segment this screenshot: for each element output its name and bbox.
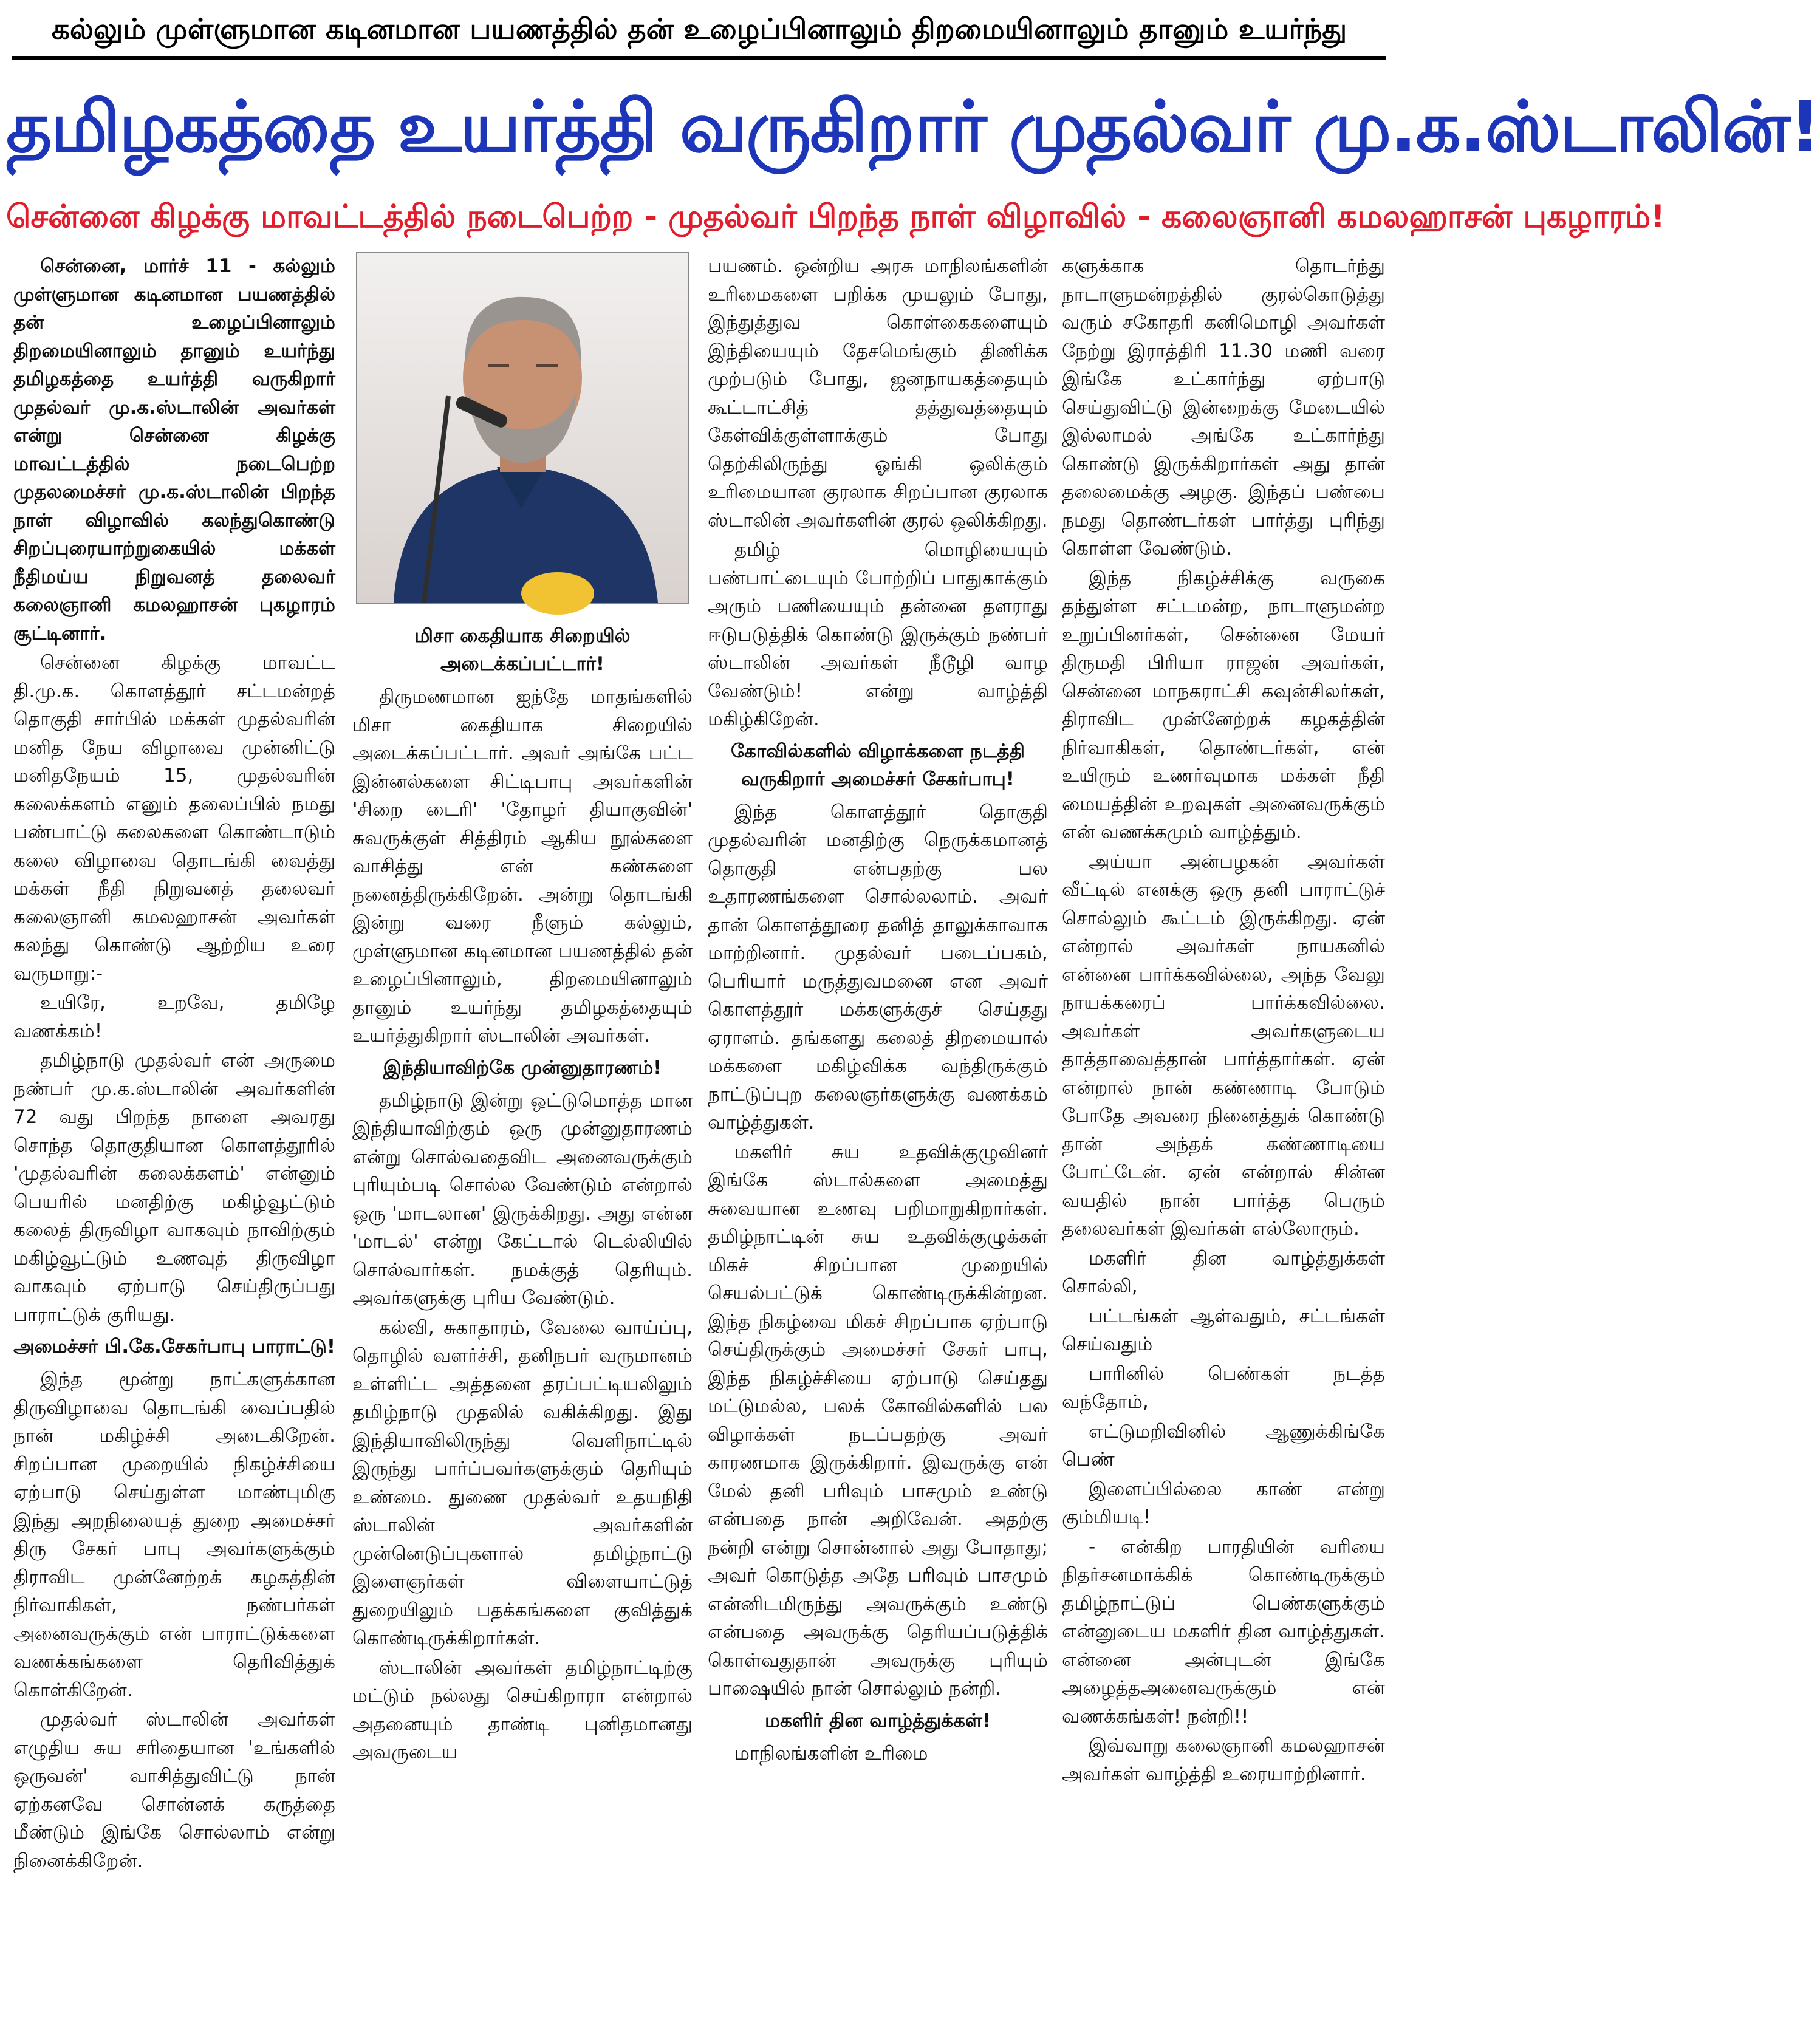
column-2 [352, 252, 693, 2035]
paragraph: தமிழ் மொழியையும் பண்பாட்டையும் போற்றிப் பாதுகாக்கும் அரும் பணியையும் தன்னை தளராது ஈடுபடுத்திக் கொண்டு இருக்கும் நண்பர் ஸ்டாலின் அவர்கள் நீடூழி வாழ வேண்டும்! என்று வாழ்த்தி மகிழ்கிறேன். [708, 539, 1048, 730]
paragraph: திருமணமான ஐந்தே மாதங்களில் மிசா கைதியாக சிறையில் அடைக்கப்பட்டார். அவர் அங்கே பட்ட இன்னல்களை சிட்டிபாபு அவர்களின் 'சிறை டைரி' 'தோழர் தியாகுவின்' சுவருக்குள் சித்திரம் ஆகிய நூல்களை வாசித்து என் கண்களை நனைத்திருக்கிறேன். அன்று தொடங்கி இன்று வரை நீளும் கல்லும், முள்ளுமான கடினமான பயணத்தில் தன் உழைப்பினாலும், திறமையினாலும் தானும் உயர்ந்து தமிழகத்தையும் உயர்த்துகிறார் ஸ்டாலின் அவர்கள். [352, 686, 693, 1047]
paragraph: மகளிர் தின வாழ்த்துக்கள் சொல்லி, [1062, 1247, 1385, 1297]
paragraph: ஸ்டாலின் அவர்கள் தமிழ்நாட்டிற்கு மட்டும் நல்லது செய்கிறாரா என்றால் அதனையும் தாண்டி புனிதமானது அவருடைய [352, 1656, 693, 1763]
column-3 [708, 252, 1048, 2035]
section-heading: மகளிர் தின வாழ்த்துக்கள்! [765, 1709, 991, 1732]
paragraph: இந்த மூன்று நாட்களுக்கான திருவிழாவை தொடங்கி வைப்பதில் நான் மகிழ்ச்சி அடைகிறேன். சிறப்பான முறையில் நிகழ்ச்சியை ஏற்பாடு செய்துள்ள மாண்புமிகு இந்து அறநிலையத் துறை அமைச்சர் திரு சேகர் பாபு அவர்களுக்கும் திராவிட முன்னேற்றக் கழகத்தின் நிர்வாகிகள், நண்பர்கள் அனைவருக்கும் என் பாராட்டுக்களை வணக்கங்களை தெரிவித்துக் கொள்கிறேன். [13, 1368, 335, 1701]
kicker-headline: கல்லும் முள்ளுமான கடினமான பயணத்தில் தன் உழைப்பினாலும் திறமையினாலும் தானும் உயர்ந்து [51, 13, 1347, 46]
column-1 [13, 252, 335, 2035]
section-heading: கோவில்களில் விழாக்களை நடத்தி வருகிறார் அமைச்சர் சேகர்பாபு! [731, 740, 1025, 790]
paragraph: களுக்காக தொடர்ந்து நாடாளுமன்றத்தில் குரல்கொடுத்து வரும் சகோதரி கனிமொழி அவர்கள் நேற்று இராத்திரி 11.30 மணி வரை இங்கே உட்கார்ந்து ஏற்பாடு செய்துவிட்டு இன்றைக்கு மேடையில் இல்லாமல் அங்கே உட்கார்ந்து கொண்டு இருக்கிறார்கள் அது தான் தலைமைக்கு அழகு. இந்தப் பண்பை நமது தொண்டர்கள் பார்த்து புரிந்து கொள்ள வேண்டும். [1062, 255, 1385, 559]
paragraph: அய்யா அன்பழகன் அவர்கள் வீட்டில் எனக்கு ஒரு தனி பாராட்டுச் சொல்லும் கூட்டம் இருக்கிறது. ஏன் என்றால் அவர்கள் நாயகனில் என்னை பார்க்கவில்லை, அந்த வேலு நாயக்கரைப் பார்க்கவில்லை. அவர்கள் அவர்களுடைய தாத்தாவைத்தான் பார்த்தார்கள். ஏன் என்றால் நான் கண்ணாடி போடும் போதே அவரை நினைத்துக் கொண்டு தான் அந்தக் கண்ணாடியை போட்டேன். ஏன் என்றால் சின்ன வயதில் நான் பார்த்த பெரும் தலைவர்கள் இவர்கள் எல்லோரும். [1062, 850, 1385, 1240]
verse-line: பட்டங்கள் ஆள்வதும், சட்டங்கள் செய்வதும் [1062, 1305, 1385, 1355]
column-4 [1062, 252, 1385, 2035]
paragraph: தமிழ்நாடு முதல்வர் என் அருமை நண்பர் மு.க.ஸ்டாலின் அவர்களின் 72 வது பிறந்த நாளை அவரது சொந்த தொகுதியான கொளத்தூரில் 'முதல்வரின் கலைக்களம்' என்னும் பெயரில் மனதிற்கு மகிழ்வூட்டும் கலைத் திருவிழா வாகவும் நாவிற்கும் மகிழ்வூட்டும் உணவுத் திருவிழா வாகவும் ஏற்பாடு செய்திருப்பது பாராட்டுக் குரியது. [13, 1050, 335, 1326]
section-heading: மிசா கைதியாக சிறையில் அடைக்கப்பட்டார்! [414, 625, 631, 675]
section-heading: இந்தியாவிற்கே முன்னுதாரணம்! [383, 1056, 662, 1079]
paragraph: உயிரே, உறவே, தமிழே வணக்கம்! [13, 992, 335, 1042]
paragraph: இவ்வாறு கலைஞானி கமலஹாசன் அவர்கள் வாழ்த்தி உரையாற்றினார். [1062, 1735, 1385, 1785]
main-headline: தமிழகத்தை உயர்த்தி வருகிறார் முதல்வர் மு.க.ஸ்டாலின்! [6, 86, 1820, 168]
verse-line: எட்டுமறிவினில் ஆணுக்கிங்கே பெண் [1062, 1420, 1385, 1470]
section-heading: அமைச்சர் பி.கே.சேகர்பாபு பாராட்டு! [13, 1336, 335, 1357]
paragraph: இந்த கொளத்தூர் தொகுதி முதல்வரின் மனதிற்கு நெருக்கமானத் தொகுதி என்பதற்கு பல உதாரணங்களை சொல்லலாம். அவர் தான் கொளத்தூரை தனித் தாலுக்காவாக மாற்றினார். முதல்வர் படைப்பகம், பெரியார் மருத்துவமனை என அவர் கொளத்தூர் மக்களுக்குச் செய்தது ஏராளம். தங்களது கலைத் திறமையால் மக்களை மகிழ்விக்க வந்திருக்கும் நாட்டுப்புற கலைஞர்களுக்கு வணக்கம் வாழ்த்துகள். [708, 801, 1048, 1133]
verse-line: பாரினில் பெண்கள் நடத்த வந்தோம், [1062, 1362, 1385, 1413]
subheadline: சென்னை கிழக்கு மாவட்டத்தில் நடைபெற்ற - முதல்வர் பிறந்த நாள் விழாவில் - கலைஞானி கமலஹாசன் புகழாரம்! [6, 199, 1665, 235]
speaker-photo [356, 252, 689, 604]
paragraph: - என்கிற பாரதியின் வரியை நிதர்சனமாக்கிக் கொண்டிருக்கும் தமிழ்நாட்டுப் பெண்களுக்கும் என்னுடைய மகளிர் தின வாழ்த்துகள். என்னை அன்புடன் இங்கே அழைத்தஅனைவருக்கும் என் வணக்கங்கள்! நன்றி!! [1062, 1535, 1385, 1727]
top-rule [12, 56, 1386, 60]
paragraph: இந்த நிகழ்ச்சிக்கு வருகை தந்துள்ள சட்டமன்ற, நாடாளுமன்ற உறுப்பினர்கள், சென்னை மேயர் திருமதி பிரியா ராஜன் அவர்கள், சென்னை மாநகராட்சி கவுன்சிலர்கள், திராவிட முன்னேற்றக் கழகத்தின் நிர்வாகிகள், தொண்டர்கள், என் உயிரும் உணர்வுமாக மக்கள் நீதி மையத்தின் உறவுகள் அனைவருக்கும் என் வணக்கமும் வாழ்த்தும். [1062, 567, 1385, 843]
paragraph: சென்னை கிழக்கு மாவட்ட தி.மு.க. கொளத்தூர் சட்டமன்றத் தொகுதி சார்பில் மக்கள் முதல்வரின் மனித நேய விழாவை முன்னிட்டு மனிதநேயம் 15, முதல்வரின் கலைக்களம் எனும் தலைப்பில் நமது பண்பாட்டு கலைகளை கொண்டாடும் கலை விழாவை தொடங்கி வைத்து மக்கள் நீதி நிறுவனத் தலைவர் கலைஞானி கமலஹாசன் அவர்கள் கலந்து கொண்டு ஆற்றிய உரை வருமாறு:- [13, 652, 335, 985]
paragraph: முதல்வர் ஸ்டாலின் அவர்கள் எழுதிய சுய சரிதையான 'உங்களில் ஒருவன்' வாசித்துவிட்டு நான் ஏற்கனவே சொன்னக் கருத்தை மீண்டும் இங்கே சொல்லாம் என்று நினைக்கிறேன். [13, 1709, 335, 1872]
paragraph: கல்வி, சுகாதாரம், வேலை வாய்ப்பு, தொழில் வளர்ச்சி, தனிநபர் வருமானம் உள்ளிட்ட அத்தனை தரப்பட்டியலிலும் தமிழ்நாடு முதலில் வகிக்கிறது. இது இந்தியாவிலிருந்து வெளிநாட்டில் இருந்து பார்ப்பவர்களுக்கும் தெரியும் உண்மை. துணை முதல்வர் உதயநிதி ஸ்டாலின் அவர்களின் முன்னெடுப்புகளால் தமிழ்நாட்டு இளைஞர்கள் விளையாட்டுத் துறையிலும் பதக்கங்களை குவித்துக் கொண்டிருக்கிறார்கள். [352, 1316, 693, 1649]
verse-line: இளைப்பில்லை காண் என்று கும்மியடி! [1062, 1478, 1385, 1528]
paragraph: மகளிர் சுய உதவிக்குழுவினர் இங்கே ஸ்டால்களை அமைத்து சுவையான உணவு பறிமாறுகிறார்கள். தமிழ்நாட்டின் சுய உதவிக்குழுக்கள் மிகச் சிறப்பான முறையில் செயல்பட்டுக் கொண்டிருக்கின்றன. இந்த நிகழ்வை மிகச் சிறப்பாக ஏற்பாடு செய்திருக்கும் அமைச்சர் சேகர் பாபு, இந்த நிகழ்ச்சியை ஏற்பாடு செய்தது மட்டுமல்ல, பலக் கோவில்களில் பல விழாக்கள் நடப்பதற்கு அவர் காரணமாக இருக்கிறார். இவருக்கு என் மேல் தனி பரிவும் பாசமும் உண்டு என்பதை நான் அறிவேன். அதற்கு நன்றி என்று சொன்னால் அது போதாது; அவர் கொடுத்த அதே பரிவும் பாசமும் என்னிடமிருந்து அவருக்கும் உண்டு என்பதை அவருக்கு தெரியப்படுத்திக் கொள்வதுதான் அவருக்கு புரியும் பாஷையில் நான் சொல்லும் நன்றி. [708, 1141, 1048, 1699]
lead-paragraph: சென்னை, மார்ச் 11 - கல்லும் முள்ளுமான கடினமான பயணத்தில் தன் உழைப்பினாலும் திறமையினாலும் தானும் உயர்ந்து தமிழகத்தை உயர்த்தி வருகிறார் முதல்வர் மு.க.ஸ்டாலின் அவர்கள் என்று சென்னை கிழக்கு மாவட்டத்தில் நடைபெற்ற முதலமைச்சர் மு.க.ஸ்டாலின் பிறந்த நாள் விழாவில் கலந்துகொண்டு சிறப்புரையாற்றுகையில் மக்கள் நீதிமய்ய நிறுவனத் தலைவர் கலைஞானி கமலஹாசன் புகழாரம் சூட்டினார். [13, 255, 335, 644]
paragraph: பயணம். ஒன்றிய அரசு மாநிலங்களின் உரிமைகளை பறிக்க முயலும் போது, இந்துத்துவ கொள்கைகளையும் இந்தியையும் தேசமெங்கும் திணிக்க முற்படும் போது, ஜனநாயகத்தையும் கூட்டாட்சித் தத்துவத்தையும் கேள்விக்குள்ளாக்கும் போது தெற்கிலிருந்து ஓங்கி ஒலிக்கும் உரிமையான குரலாக சிறப்பான குரலாக ஸ்டாலின் அவர்களின் குரல் ஒலிக்கிறது. [708, 255, 1048, 531]
paragraph: மாநிலங்களின் உரிமை [734, 1742, 928, 1764]
paragraph: தமிழ்நாடு இன்று ஒட்டுமொத்த மான இந்தியாவிற்கும் ஒரு முன்னுதாரணம் என்று சொல்வதைவிட அனைவருக்கும் புரியும்படி சொல்ல வேண்டும் என்றால் ஒரு 'மாடலான' இருக்கிறது. அது என்ன 'மாடல்' என்று கேட்டால் டெல்லியில் சொல்வார்கள். நமக்குத் தெரியும். அவர்களுக்கு புரிய வேண்டும். [352, 1089, 693, 1309]
